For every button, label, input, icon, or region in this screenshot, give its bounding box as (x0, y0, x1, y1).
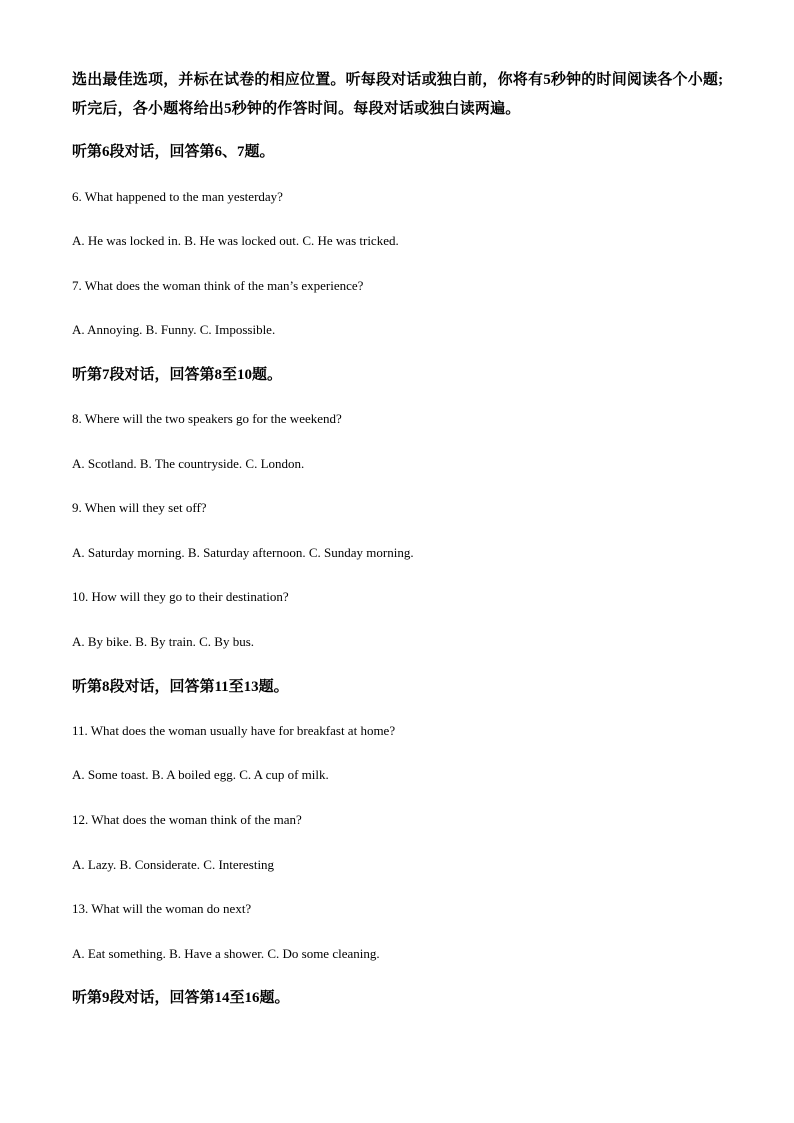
question-text: 6. What happened to the man yesterday? (72, 189, 283, 204)
question-text: 10. How will they go to their destination? (72, 589, 289, 604)
section-heading: 听第9段对话，回答第14至16题。 (72, 990, 290, 1006)
options-text: A. Lazy. B. Considerate. C. Interesting (72, 857, 275, 872)
question-text: 9. When will they set off? (72, 500, 207, 515)
question-text: 7. What does the woman think of the man’s experience? (72, 278, 364, 293)
question-text: 13. What will the woman do next? (72, 901, 252, 916)
section-heading: 听第7段对话，回答第8至10题。 (72, 367, 283, 383)
section-heading: 听第6段对话，回答第6、7题。 (72, 144, 275, 160)
options-text: A. Annoying. B. Funny. C. Impossible. (72, 322, 276, 337)
question-text: 8. Where will the two speakers go for the weekend? (72, 411, 342, 426)
options-text: A. By bike. B. By train. C. By bus. (72, 634, 255, 649)
question-text: 12. What does the woman think of the man? (72, 812, 302, 827)
instructions-paragraph: 选出最佳选项，并标在试卷的相应位置。听每段对话或独白前，你将有5秒钟的时间阅读各个小题;听完后，各小题将给出5秒钟的作答时间。每段对话或独白读两遍。 (72, 72, 724, 117)
question-text: 11. What does the woman usually have for breakfast at home? (72, 723, 396, 738)
options-text: A. Scotland. B. The countryside. C. London. (72, 456, 305, 471)
options-text: A. Saturday morning. B. Saturday afternoon. C. Sunday morning. (72, 545, 414, 560)
document-page (72, 66, 732, 1006)
options-text: A. Some toast. B. A boiled egg. C. A cup of milk. (72, 767, 329, 782)
options-text: A. Eat something. B. Have a shower. C. Do some cleaning. (72, 946, 380, 961)
section-heading: 听第8段对话，回答第11至13题。 (72, 679, 289, 695)
options-text: A. He was locked in. B. He was locked out. C. He was tricked. (72, 233, 399, 248)
